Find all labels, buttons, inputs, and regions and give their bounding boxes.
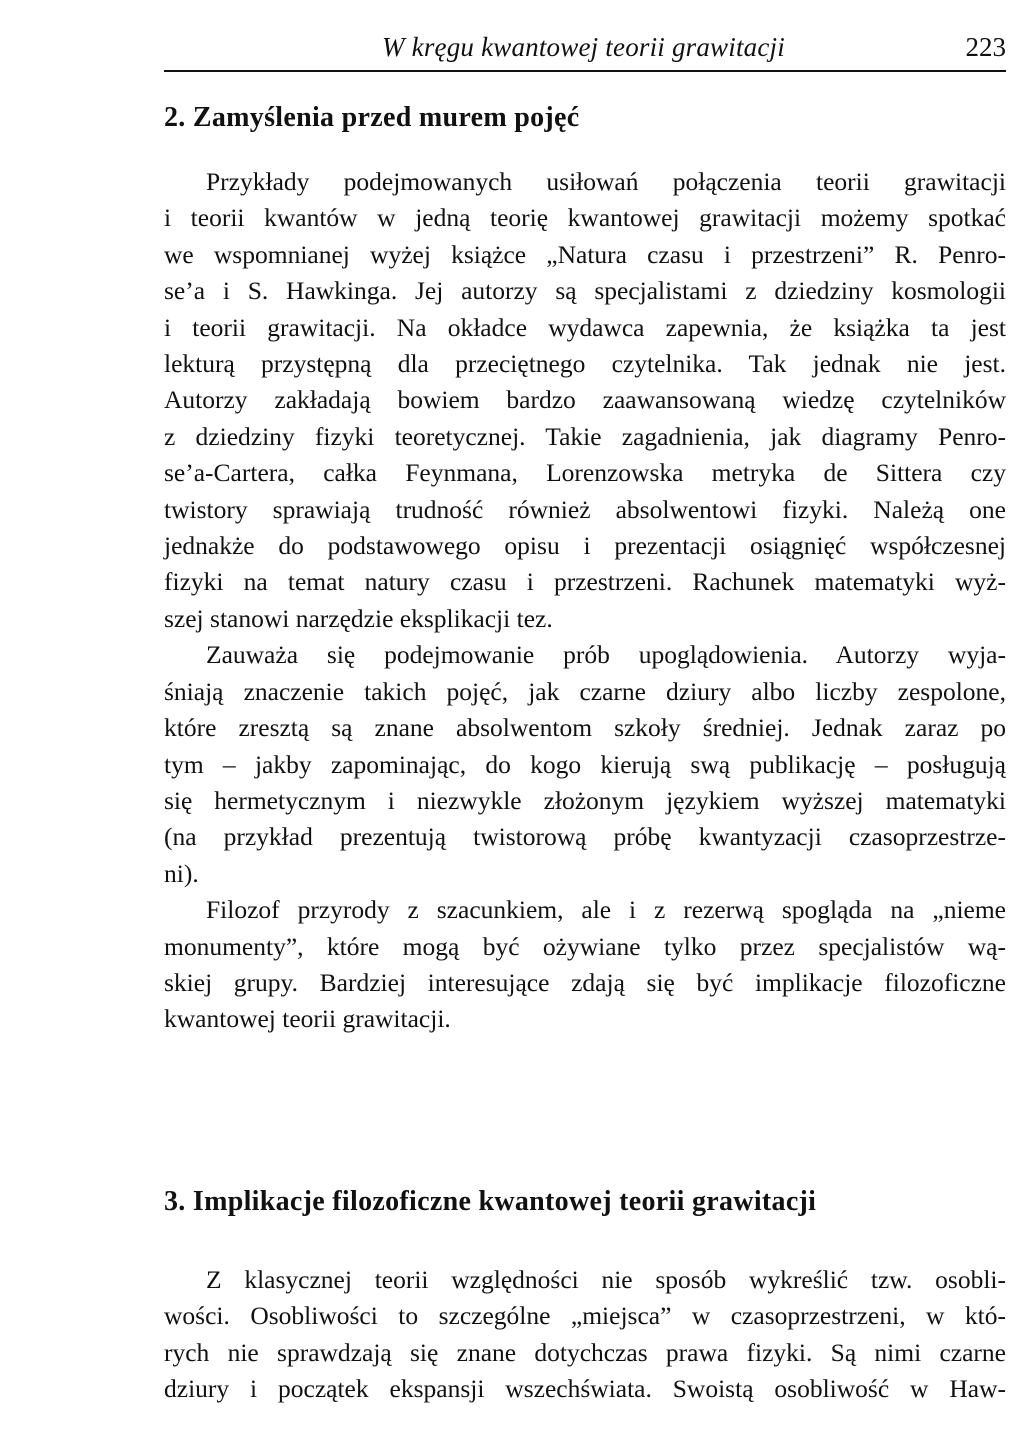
text-line: lekturą przystępną dla przeciętnego czytelnika. Tak jednak nie jest. bbox=[164, 349, 1006, 379]
text-line: jednakże do podstawowego opisu i prezentacji osiągnięć współczesnej bbox=[164, 531, 1006, 561]
section-3-body bbox=[164, 1262, 1006, 1408]
text-line: dziury i początek ekspansji wszechświata. Swoistą osobliwość w Haw- bbox=[164, 1374, 1006, 1404]
text-line: Przykłady podejmowanych usiłowań połączenia teorii grawitacji bbox=[206, 167, 1006, 196]
document-page bbox=[164, 0, 1006, 1442]
text-line: rych nie sprawdzają się znane dotychczas prawa fizyki. Są nimi czarne bbox=[164, 1337, 1006, 1367]
text-line: Zauważa się podejmowanie prób upoglądowienia. Autorzy wyja- bbox=[206, 640, 1006, 670]
text-line: szej stanowi narzędzie eksplikacji tez. bbox=[164, 603, 553, 633]
text-line: i teorii kwantów w jedną teorię kwantowej grawitacji możemy spotkać bbox=[164, 203, 1006, 233]
paragraph-3 bbox=[164, 892, 1006, 1038]
text-line: (na przykład prezentują twistorową próbę kwantyzacji czasoprzestrze- bbox=[164, 822, 1006, 852]
text-line: Autorzy zakładają bowiem bardzo zaawansowaną wiedzę czytelników bbox=[164, 385, 1006, 415]
text-line: we wspomnianej wyżej książce „Natura czasu i przestrzeni” R. Penro- bbox=[164, 239, 1006, 269]
text-line: wości. Osobliwości to szczególne „miejsca” w czasoprzestrzeni, w któ- bbox=[164, 1301, 1006, 1331]
paragraph-4 bbox=[164, 1262, 1006, 1408]
text-line: śniają znaczenie takich pojęć, jak czarne dziury albo liczby zespolone, bbox=[164, 676, 1006, 706]
text-line: se’a-Cartera, całka Feynmana, Lorenzowska metryka de Sittera czy bbox=[164, 458, 1006, 488]
text-line: twistory sprawiają trudność również absolwentowi fizyki. Należą one bbox=[164, 494, 1006, 524]
paragraph-2 bbox=[164, 637, 1006, 892]
paragraph-1 bbox=[164, 164, 1006, 637]
running-title: W kręgu kwantowej teorii grawitacji bbox=[382, 32, 785, 62]
text-line: i teorii grawitacji. Na okładce wydawca zapewnia, że książka ta jest bbox=[164, 312, 1006, 342]
page-number: 223 bbox=[965, 32, 1006, 62]
section-2-body bbox=[164, 164, 1006, 1038]
text-line: fizyki na temat natury czasu i przestrzeni. Rachunek matematyki wyż- bbox=[164, 567, 1006, 597]
text-line: monumenty”, które mogą być ożywiane tylko przez specjalistów wą- bbox=[164, 931, 1006, 961]
text-line: kwantowej teorii grawitacji. bbox=[164, 1004, 451, 1034]
text-line: ni). bbox=[164, 858, 199, 888]
text-line: Z klasycznej teorii względności nie sposób wykreślić tzw. osobli- bbox=[206, 1265, 1006, 1294]
text-line: tym – jakby zapominając, do kogo kierują swą publikację – posługują bbox=[164, 749, 1006, 779]
text-line: se’a i S. Hawkinga. Jej autorzy są specjalistami z dziedziny kosmologii bbox=[164, 276, 1006, 306]
section-heading-3: 3. Implikacje filozoficzne kwantowej teorii grawitacji bbox=[164, 1186, 817, 1217]
text-line: z dziedziny fizyki teoretycznej. Takie zagadnienia, jak diagramy Penro- bbox=[164, 421, 1006, 451]
text-line: które zresztą są znane absolwentom szkoły średniej. Jednak zaraz po bbox=[164, 713, 1006, 743]
text-line: się hermetycznym i niezwykle złożonym językiem wyższej matematyki bbox=[164, 785, 1006, 815]
running-header bbox=[164, 30, 1006, 72]
text-line: skiej grupy. Bardziej interesujące zdają się być implikacje filozoficzne bbox=[164, 967, 1006, 997]
text-line: Filozof przyrody z szacunkiem, ale i z rezerwą spogląda na „nieme bbox=[206, 895, 1006, 925]
section-heading-2: 2. Zamyślenia przed murem pojęć bbox=[164, 102, 580, 133]
